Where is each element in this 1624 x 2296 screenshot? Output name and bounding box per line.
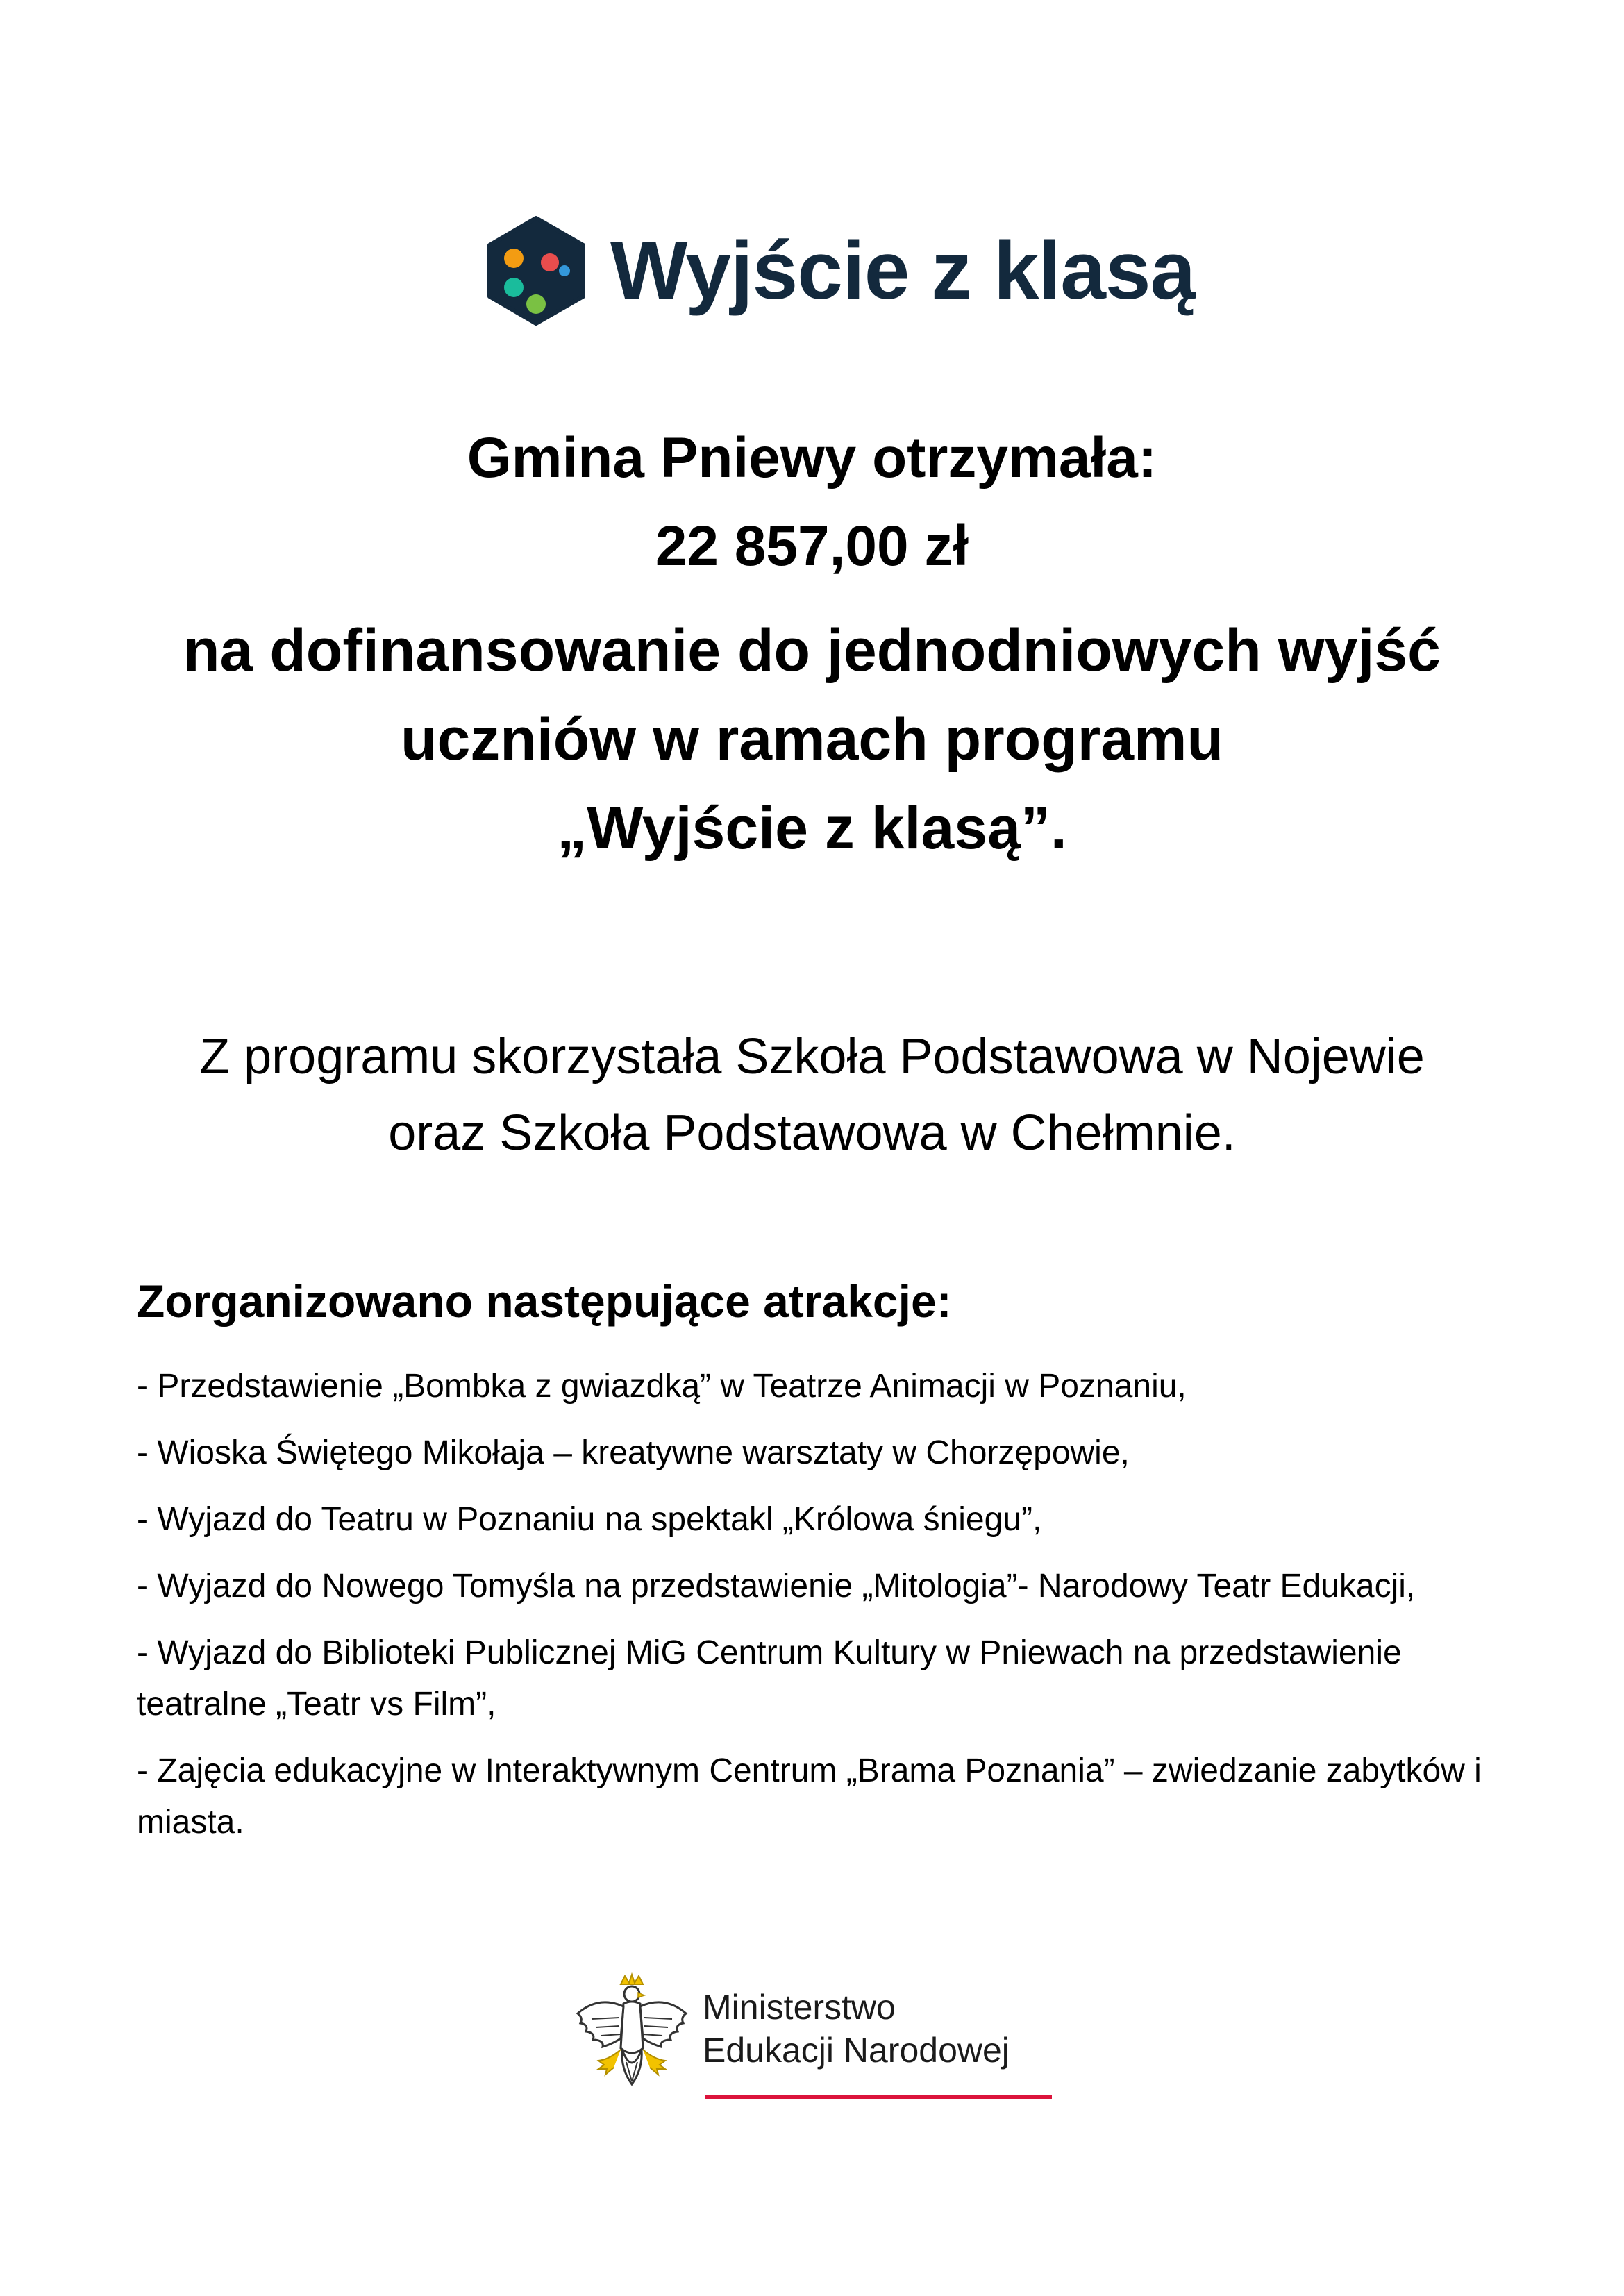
headline-amount: 22 857,00 zł <box>655 514 969 578</box>
headline-purpose-line1: na dofinansowanie do jednodniowych wyjść <box>183 617 1441 684</box>
headline-recipient: Gmina Pniewy otrzymała: <box>467 426 1157 489</box>
schools-line2: oraz Szkoła Podstawowa w Chełmnie. <box>388 1105 1236 1161</box>
polish-flag-bar <box>705 2093 1052 2099</box>
program-logo-text: Wyjście z klasą <box>610 225 1196 317</box>
list-item: - Zajęcia edukacyjne w Interaktywnym Centrum „Brama Poznania” – zwiedzanie zabytków i miasta. <box>137 1752 1482 1841</box>
program-logo <box>486 208 1196 333</box>
list-item: - Wyjazd do Nowego Tomyśla na przedstawienie „Mitologia”- Narodowy Teatr Edukacji, <box>137 1568 1416 1604</box>
headline-purpose-line2: uczniów w ramach programu <box>400 706 1224 773</box>
ministry-logo <box>571 1972 1071 2111</box>
schools-line1: Z programu skorzystała Szkoła Podstawowa w Nojewie <box>199 1029 1425 1084</box>
ministry-name <box>703 1986 1010 2072</box>
list-item: - Wioska Świętego Mikołaja – kreatywne warsztaty w Chorzępowie, <box>137 1434 1130 1471</box>
white-eagle-emblem-icon <box>571 1972 692 2104</box>
hexagon-dots-icon <box>486 215 587 326</box>
ministry-name-line1: Ministerstwo <box>703 1988 896 2027</box>
attractions-list <box>137 1361 1498 1863</box>
list-item: - Wyjazd do Biblioteki Publicznej MiG Centrum Kultury w Pniewach na przedstawienie teatralne „Teatr vs Film”, <box>137 1634 1402 1723</box>
list-item: - Wyjazd do Teatru w Poznaniu na spektakl „Królowa śniegu”, <box>137 1501 1042 1538</box>
ministry-name-line2: Edukacji Narodowej <box>703 2031 1010 2070</box>
headline-program-name: „Wyjście z klasą”. <box>557 795 1067 862</box>
list-item: - Przedstawienie „Bombka z gwiazdką” w Teatrze Animacji w Poznaniu, <box>137 1368 1187 1405</box>
attractions-heading: Zorganizowano następujące atrakcje: <box>137 1275 952 1327</box>
